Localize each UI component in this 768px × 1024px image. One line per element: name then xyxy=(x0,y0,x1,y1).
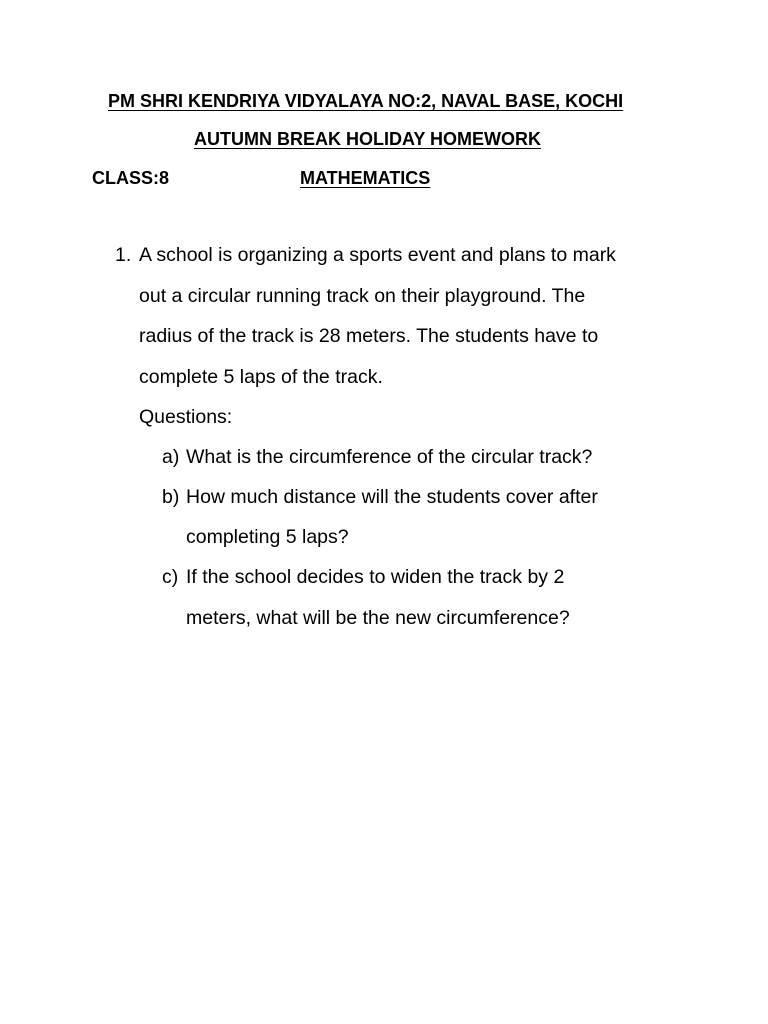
question-number: 1. xyxy=(115,244,132,266)
part-c-text: meters, what will be the new circumference? xyxy=(186,607,570,629)
part-b-text: completing 5 laps? xyxy=(186,526,349,548)
school-name-heading: PM SHRI KENDRIYA VIDYALAYA NO:2, NAVAL BASE, KOCHI xyxy=(108,91,624,111)
question-line: complete 5 laps of the track. xyxy=(139,366,383,388)
homework-title-heading: AUTUMN BREAK HOLIDAY HOMEWORK xyxy=(194,129,542,149)
class-label: CLASS:8 xyxy=(92,168,170,188)
question-line: radius of the track is 28 meters. The students have to xyxy=(139,325,599,347)
part-a-marker: a) xyxy=(162,446,180,468)
part-a-text: What is the circumference of the circular track? xyxy=(186,446,593,468)
questions-label: Questions: xyxy=(139,406,233,428)
part-b-text: How much distance will the students cover after xyxy=(186,486,598,508)
question-line: out a circular running track on their playground. The xyxy=(139,285,586,307)
part-c-text: If the school decides to widen the track by 2 xyxy=(186,566,565,588)
question-line: A school is organizing a sports event and plans to mark xyxy=(139,244,616,266)
part-c-marker: c) xyxy=(162,566,179,588)
part-b-marker: b) xyxy=(162,486,180,508)
subject-label: MATHEMATICS xyxy=(300,168,431,188)
